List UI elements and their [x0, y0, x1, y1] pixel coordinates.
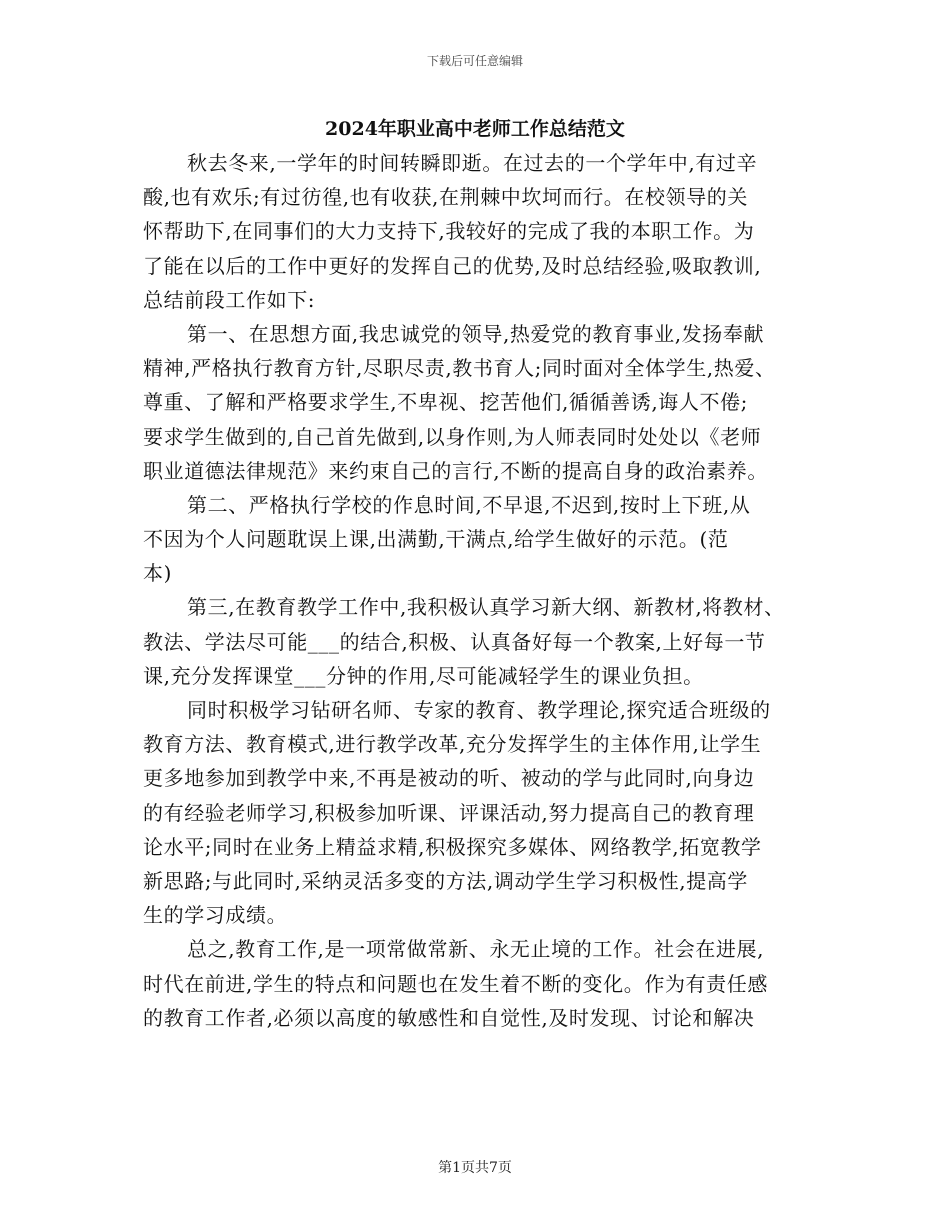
paragraph-line: 总结前段工作如下: [143, 287, 316, 312]
paragraph-line: 同时积极学习钻研名师、专家的教育、教学理论,探究适合班级的 [187, 698, 771, 722]
document-body [143, 146, 823, 1035]
paragraph-line: 第三,在教育教学工作中,我积极认真学习新大纲、新教材,将教材、 [187, 595, 785, 620]
paragraph-line: 要求学生做到的,自己首先做到,以身作则,为人师表同时处处以《老师 [143, 424, 762, 449]
page-number: 第1页共7页 [438, 1160, 512, 1176]
paragraph-line: 生的学习成绩。 [143, 903, 288, 928]
paragraph-line: 不因为个人问题耽误上课,出满勤,干满点,给学生做好的示范。(范 [143, 527, 729, 552]
paragraph-line: 总之,教育工作,是一项常做常新、永无止境的工作。社会在进展, [187, 937, 765, 962]
document-title: 2024年职业高中老师工作总结范文 [325, 118, 625, 140]
paragraph-line: 了能在以后的工作中更好的发挥自己的优势,及时总结经验,吸取教训, [143, 253, 762, 278]
paragraph-line: 课,充分发挥课堂___分钟的作用,尽可能减轻学生的课业负担。 [143, 663, 704, 688]
paragraph-line: 新思路;与此同时,采纳灵活多变的方法,调动学生学习积极性,提高学 [143, 868, 749, 893]
paragraph-line: 本) [143, 561, 173, 586]
paragraph-line: 教法、学法尽可能___的结合,积极、认真备好每一个教案,上好每一节 [143, 629, 766, 654]
paragraph-line: 第一、在思想方面,我忠诚党的领导,热爱党的教育事业,发扬奉献 [187, 321, 765, 346]
paragraph-line: 秋去冬来,一学年的时间转瞬即逝。在过去的一个学年中,有过辛 [187, 151, 758, 175]
paragraph-line: 的有经验老师学习,积极参加听课、评课活动,努力提高自己的教育理 [143, 800, 755, 825]
paragraph-line: 的教育工作者,必须以高度的敏感性和自觉性,及时发现、讨论和解决 [143, 1005, 755, 1030]
paragraph-line: 时代在前进,学生的特点和问题也在发生着不断的变化。作为有责任感 [143, 971, 768, 996]
paragraph-line: 酸,也有欢乐;有过彷徨,也有收获,在荆棘中坎坷而行。在校领导的关 [143, 185, 749, 210]
paragraph-line: 教育方法、教育模式,进行教学改革,充分发挥学生的主体作用,让学生 [143, 732, 762, 757]
paragraph-line: 第二、严格执行学校的作息时间,不早退,不迟到,按时上下班,从 [187, 492, 751, 517]
paragraph-line: 尊重、了解和严格要求学生,不卑视、挖苦他们,循循善诱,诲人不倦; [143, 390, 749, 415]
paragraph-line: 论水平;同时在业务上精益求精,积极探究多媒体、网络教学,拓宽教学 [143, 834, 762, 859]
paragraph-line: 怀帮助下,在同事们的大力支持下,我较好的完成了我的本职工作。为 [143, 219, 755, 244]
paragraph-line: 更多地参加到教学中来,不再是被动的听、被动的学与此同时,向身边 [143, 766, 755, 791]
header-note: 下载后可任意编辑 [426, 54, 523, 68]
paragraph-line: 职业道德法律规范》来约束自己的言行,不断的提高自身的政治素养。 [143, 458, 768, 483]
paragraph-line: 精神,严格执行教育方针,尽职尽责,教书育人;同时面对全体学生,热爱、 [143, 356, 776, 381]
